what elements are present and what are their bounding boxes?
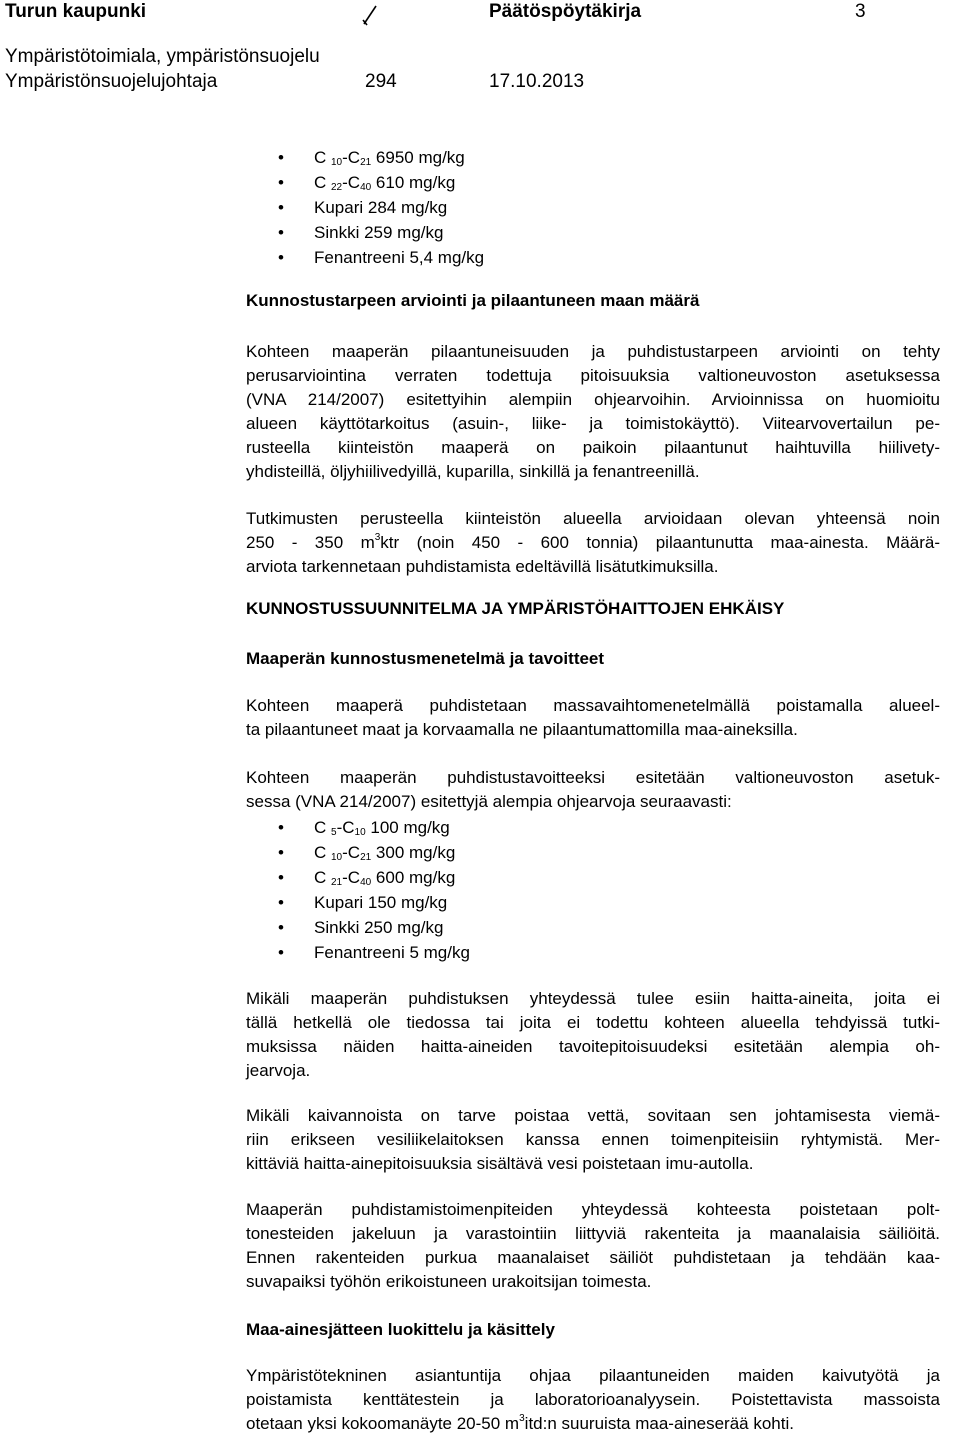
meeting-date: 17.10.2013 [489, 71, 585, 92]
list-item: • C $_{10}-C_{21}$ 300 mg/kg [278, 843, 456, 863]
list-item: • Kupari 150 mg/kg [278, 893, 448, 912]
paragraph-method: Kohteen maaperä puhdistetaan massavaihtomenetelmällä poistamalla alueel- ta pilaantuneet maat ja korvaamalla ne pilaantumattomilla maa-aineksilla. [246, 696, 940, 739]
section-heading-remediation-plan: KUNNOSTUSSUUNNITELMA JA YMPÄRISTÖHAITTOJEN EHKÄISY [246, 599, 785, 618]
list-item: • C $_{21}-C_{40}$ 600 mg/kg [278, 868, 456, 888]
subsection-heading-methods: Maaperän kunnostusmenetelmä ja tavoitteet [246, 649, 605, 668]
document-type: Päätöspöytäkirja [489, 1, 642, 22]
subsection-heading-waste-classification: Maa-ainesjätteen luokittelu ja käsittely [246, 1320, 555, 1339]
list-item: • C $_{10}-C_{21}$ 6950 mg/kg [278, 148, 465, 168]
page-number: 3 [855, 1, 866, 22]
official-title: Ympäristönsuojelujohtaja [5, 71, 218, 92]
paragraph-sampling: Ympäristötekninen asiantuntija ohjaa pilaantuneiden maiden kaivutyötä ja poistamista kenttätestein ja laboratorioanalyysein. Poistettavista massoista otetaan yksi kokoomanäyte 20-50 $m^3itd:n$ suuruista maa-aineserää kohti. [246, 1366, 940, 1433]
list-item: • Sinkki 259 mg/kg [278, 223, 444, 242]
paragraph-fuel-structures: Maaperän puhdistamistoimenpiteiden yhteydessä kohteesta poistetaan polt- tonesteiden jakeluun ja varastointiin liittyviä rakenteita ja maanalaisia säiliöitä. Ennen rakenteiden purkua maanalaiset säiliöt puhdistetaan ja tehdään kaa- suvapaiksi työhön erikoistuneen urakoitsijan toimesta. [246, 1200, 940, 1291]
list-item: • C $_5-C_{10}$ 100 mg/kg [278, 818, 450, 838]
section-heading-assessment: Kunnostustarpeen arviointi ja pilaantuneen maan määrä [246, 291, 700, 310]
list-item: • Sinkki 250 mg/kg [278, 918, 444, 937]
paragraph-water-removal: Mikäli kaivannoista on tarve poistaa vettä, sovitaan sen johtamisesta viemä- riin erikseen vesiliikelaitoksen kanssa ennen toimenpiteisiin ryhtymistä. Mer- kittäviä haitta-ainepitoisuuksia sisältävä vesi poistetaan imu-autolla. [246, 1106, 940, 1173]
decision-number: 294 [365, 71, 397, 92]
list-item: • Fenantreeni 5 mg/kg [278, 943, 470, 962]
list-item: • Fenantreeni 5,4 mg/kg [278, 248, 485, 267]
paragraph-unknown-contaminants: Mikäli maaperän puhdistuksen yhteydessä tulee esiin haitta-aineita, joita ei tällä hetkellä ole tiedossa tai joita ei todettu kohteen alueella tehdyissä tutki- muksissa näiden haitta-aineiden tavoitepitoisuudeksi esitetään alempia oh- jearvoja. [246, 989, 940, 1080]
list-item: • C $_{22}-C_{40}$ 610 mg/kg [278, 173, 456, 193]
list-item: • Kupari 284 mg/kg [278, 198, 448, 217]
department: Ympäristötoimiala, ympäristönsuojelu [5, 46, 320, 67]
paragraph-assessment: Kohteen maaperän pilaantuneisuuden ja puhdistustarpeen arviointi on tehty perusarviointina verraten todettuja pitoisuuksia valtioneuvoston asetuksessa (VNA 214/2007) esitettyihin alempiin ohjearvoihin. Arvioinnissa on huomioitu alueen käyttötarkoitus (asuin-, liike- ja toimistokäyttö). Viitearvovertailun pe- rusteella kiinteistön maaperä on paikoin pilaantunut haihtuvilla hiilivety- yhdisteillä, öljyhiilivedyillä, kuparilla, sinkillä ja fenantreenillä. [246, 342, 940, 481]
paragraph-quantity: Tutkimusten perusteella kiinteistön alueella arvioidaan olevan yhteensä noin 250 - 350 $m^3ktr$ (noin 450 - 600 tonnia) pilaantunutta maa-ainesta. Määrä- arviota tarkennetaan puhdistamista edeltävillä lisätutkimuksilla. [246, 509, 940, 576]
municipality-name: Turun kaupunki [5, 1, 147, 22]
pencil-icon [361, 3, 379, 27]
paragraph-targets: Kohteen maaperän puhdistustavoitteeksi esitetään valtioneuvoston asetuk- sessa (VNA 214/2007) esitettyjä alempia ohjearvoja seuraavasti: [246, 768, 940, 811]
